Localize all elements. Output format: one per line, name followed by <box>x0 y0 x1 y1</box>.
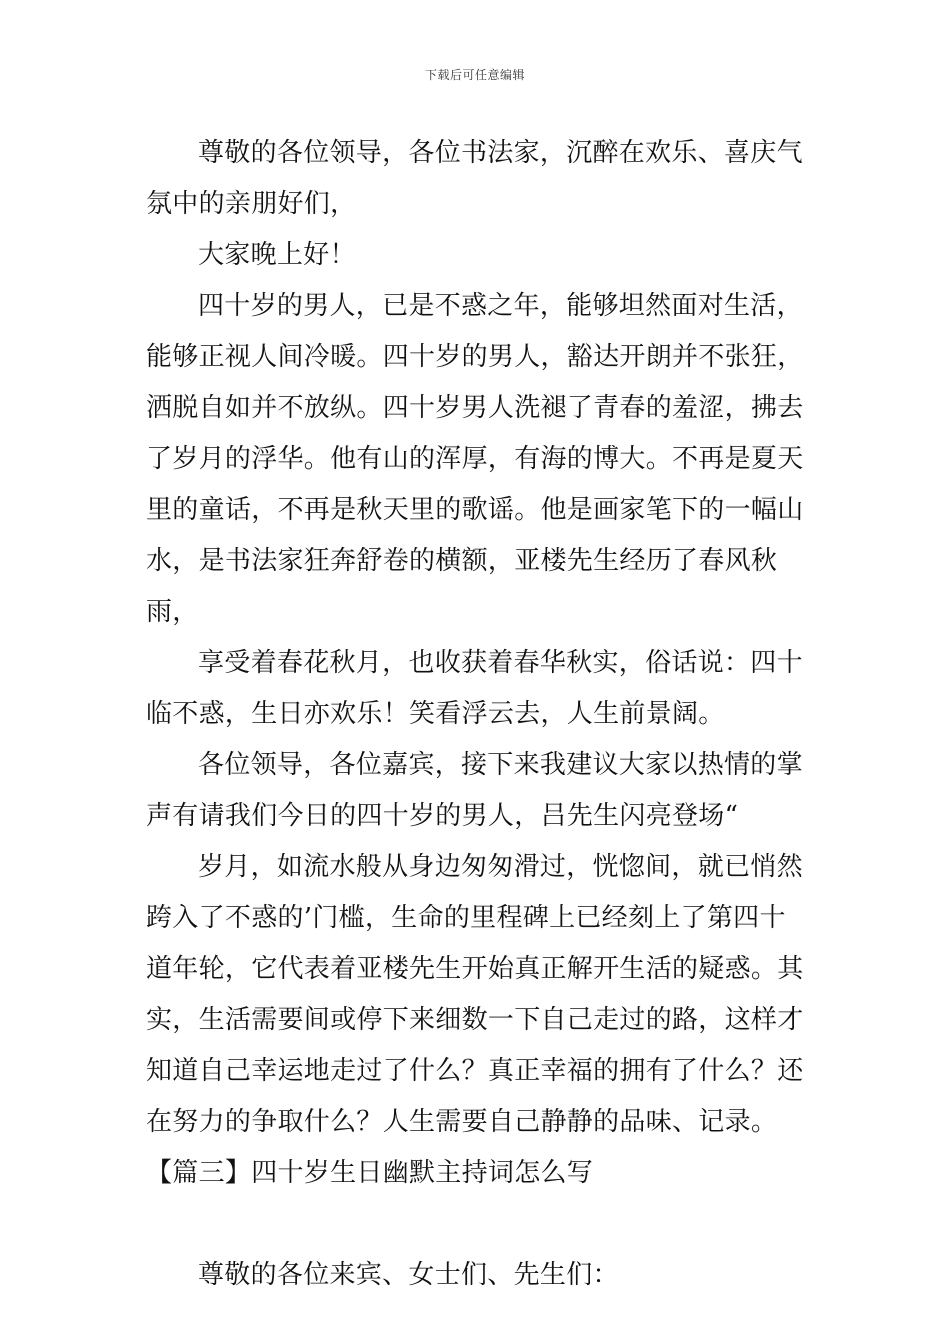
paragraph-years-flow: 岁月，如流水般从身边匆匆滑过，恍惚间，就已悄然跨入了不惑的’门槛，生命的里程碑上已经刻上了第四十道年轮，它代表着亚楼先生开始真正解开生活的疑惑。其实，生活需要间或停下来细数一下自己走过的路，这样才知道自己幸运地走过了什么？真正幸福的拥有了什么？还在努力的争取什么？人生需要自己静静的品味、记录。 <box>146 852 804 1137</box>
document-body <box>146 128 808 1301</box>
section-heading: 【篇三】四十岁生日幽默主持词怎么写 <box>146 1158 594 1188</box>
paragraph-greeting: 尊敬的各位领导，各位书法家，沉醉在欢乐、喜庆气氛中的亲朋好们， <box>146 138 803 219</box>
blank-line <box>146 1199 808 1250</box>
paragraph-invitation: 各位领导，各位嘉宾，接下来我建议大家以热情的掌声有请我们今日的四十岁的男人，吕先生闪亮登场“ <box>146 750 803 831</box>
paragraph-forty-year-old-man: 四十岁的男人，已是不惑之年，能够坦然面对生活，能够正视人间冷暖。四十岁的男人，豁达开朗并不张狂，洒脱自如并不放纵。四十岁男人洗褪了青春的羞涩，拂去了岁月的浮华。他有山的浑厚，有海的博大。不再是夏天里的童话，不再是秋天里的歌谣。他是画家笔下的一幅山水，是书法家狂奔舒卷的横额，亚楼先生经历了春风秋雨， <box>146 291 804 627</box>
paragraph-spring-autumn: 享受着春花秋月，也收获着春华秋实，俗话说：四十临不惑，生日亦欢乐！笑看浮云去，人生前景阔。 <box>146 648 803 729</box>
paragraph-final-greeting: 尊敬的各位来宾、女士们、先生们： <box>198 1260 619 1290</box>
page-header: 下载后可任意编辑 <box>424 68 525 82</box>
paragraph-good-evening: 大家晚上好！ <box>198 240 356 270</box>
